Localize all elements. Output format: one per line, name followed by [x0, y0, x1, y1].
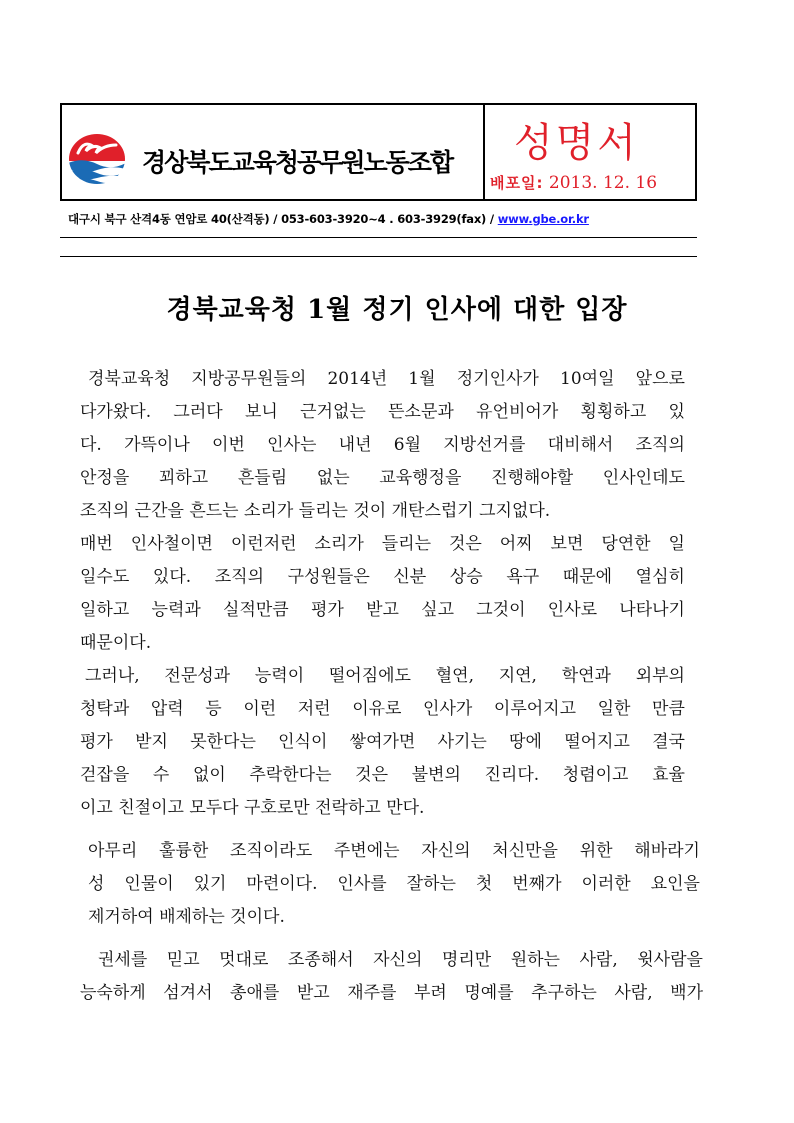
word: 명예를 [464, 983, 514, 1003]
p5-line [98, 945, 703, 970]
word: 진리다. [484, 765, 540, 785]
word: 근거없는 [300, 402, 366, 422]
word: 훌륭한 [159, 841, 209, 861]
word: 첫 [475, 874, 493, 894]
union-logo [68, 133, 126, 185]
word: 이번 [212, 435, 245, 455]
word: 10여일 [560, 369, 615, 389]
word: 이러한 [581, 874, 631, 894]
word: 떨어지고 [564, 732, 630, 752]
p2-line [80, 562, 685, 587]
release-date-label: 배포일: [490, 174, 544, 192]
word: 내년 [338, 435, 372, 455]
word: 지연, [498, 666, 537, 686]
p1-line [80, 397, 685, 422]
word: 재주를 [347, 983, 397, 1003]
p4-line: 제거하여 배제하는 것이다. [88, 907, 285, 927]
word: 있 [668, 402, 685, 422]
word: 추구하는 [531, 983, 597, 1003]
word: 있다. [152, 567, 192, 587]
word: 못한다는 [190, 732, 256, 752]
word: 사람, [614, 983, 653, 1003]
header-divider [483, 105, 485, 199]
word: 수 [152, 765, 170, 785]
word: 마련이다. [246, 874, 318, 894]
word: 가뜩이나 [124, 435, 190, 455]
word: 능력이 [254, 666, 305, 686]
word: 다가왔다. [80, 402, 152, 422]
word: 주변에는 [333, 841, 400, 861]
word: 평가 [80, 732, 113, 752]
word: 그러나, [85, 666, 140, 686]
word: 조종해서 [287, 950, 354, 970]
word: 어찌 [499, 534, 533, 554]
word: 1월 [408, 369, 436, 389]
word: 해바라기 [634, 841, 700, 861]
word: 인사로 [547, 600, 598, 620]
p1-line [80, 430, 685, 455]
word: 믿고 [166, 950, 200, 970]
word: 받고 [366, 600, 399, 620]
word: 평가 [310, 600, 344, 620]
divider-top [60, 237, 697, 238]
word: 없는 [316, 468, 350, 488]
word: 싶고 [421, 600, 455, 620]
word: 신분 [393, 567, 427, 587]
word: 사람, [579, 950, 618, 970]
p2-line: 때문이다. [80, 633, 152, 653]
word: 구성원들은 [287, 567, 370, 587]
word: 그것이 [476, 600, 526, 620]
word: 지방선거를 [443, 435, 526, 455]
word: 처신만을 [492, 841, 558, 861]
word: 교육행정을 [379, 468, 462, 488]
word: 불변의 [411, 765, 461, 785]
contact-line [68, 211, 589, 227]
divider-bottom [60, 256, 697, 257]
word: 효율 [652, 765, 685, 785]
word: 경북교육청 [88, 369, 171, 389]
word: 것은 [355, 765, 388, 785]
word: 이유로 [352, 699, 402, 719]
word: 걷잡을 [80, 765, 130, 785]
word: 멋대로 [219, 950, 269, 970]
word: 능력과 [151, 600, 201, 620]
word: 혈연, [435, 666, 474, 686]
statement-title: 경북교육청 1월 정기 인사에 대한 입장 [166, 295, 628, 325]
word: 그러다 [173, 402, 223, 422]
word: 부려 [413, 983, 447, 1003]
word: 이런저런 [230, 534, 297, 554]
word: 등 [205, 699, 222, 719]
p4-line [88, 836, 700, 861]
word: 권세를 [98, 950, 148, 970]
word: 인식이 [278, 732, 328, 752]
word: 6월 [393, 435, 422, 455]
p3-line [80, 694, 685, 719]
word: 횡횡하고 [580, 402, 647, 422]
word: 윗사람을 [637, 950, 703, 970]
word: 압력 [150, 699, 184, 719]
word: 유언비어가 [476, 402, 559, 422]
word: 원하는 [510, 950, 560, 970]
word: 받고 [296, 983, 330, 1003]
word: 사기는 [437, 732, 487, 752]
word: 인사는 [267, 435, 317, 455]
p1-line: 조직의 근간을 흔드는 소리가 들리는 것이 개탄스럽기 그지없다. [80, 501, 551, 521]
word: 성 [88, 874, 105, 894]
word: 이루어지고 [493, 699, 577, 719]
word: 뜬소문과 [388, 402, 454, 422]
word: 소리가 [314, 534, 364, 554]
word: 인사를 [337, 874, 387, 894]
word: 욕구 [506, 567, 540, 587]
word: 자신의 [373, 950, 423, 970]
word: 안정을 [80, 468, 130, 488]
p2-line [80, 529, 685, 554]
word: 흔들림 [237, 468, 288, 488]
word: 청탁과 [80, 699, 130, 719]
word: 2014년 [327, 369, 388, 389]
release-date [490, 172, 657, 193]
word: 요인을 [650, 874, 700, 894]
word: 꾀하고 [158, 468, 209, 488]
word: 조직의 [214, 567, 265, 587]
word: 섬겨서 [163, 983, 213, 1003]
word: 있기 [193, 874, 227, 894]
word: 쌓여가면 [349, 732, 416, 752]
p3-line: 이고 친절이고 모두다 구호로만 전락하고 만다. [80, 798, 425, 818]
word: 저런 [297, 699, 331, 719]
p3-line [85, 661, 685, 686]
word: 인사가 [423, 699, 473, 719]
word: 상승 [449, 567, 483, 587]
word: 아무리 [88, 841, 138, 861]
word: 총애를 [230, 983, 280, 1003]
word: 일하고 [80, 600, 130, 620]
word: 잘하는 [406, 874, 456, 894]
org-name: 경상북도교육청공무원노동조합 [142, 148, 453, 177]
word: 땅에 [509, 732, 542, 752]
word: 당연한 [601, 534, 651, 554]
word: 일수도 [80, 567, 130, 587]
word: 인사철이면 [130, 534, 213, 554]
word: 인물이 [124, 874, 174, 894]
word: 정기인사가 [456, 369, 539, 389]
contact-address: 대구시 북구 산격4동 연암로 40(산격동) / 053-603-3920~4 . 603-3929(fax) / [68, 212, 498, 226]
word: 만큼 [652, 699, 685, 719]
doc-type-title: 성명서 [514, 120, 639, 166]
word: 인사인데도 [602, 468, 685, 488]
release-date-value: 2013. 12. 16 [548, 173, 658, 193]
word: 떨어짐에도 [328, 666, 411, 686]
p2-line [80, 595, 685, 620]
word: 외부의 [635, 666, 685, 686]
word: 일한 [597, 699, 631, 719]
word: 청렴이고 [562, 765, 629, 785]
word: 전문성과 [164, 666, 231, 686]
word: 보니 [244, 402, 278, 422]
p4-line [88, 869, 700, 894]
header-box [60, 103, 697, 201]
word: 것은 [448, 534, 482, 554]
website-link[interactable]: www.gbe.or.kr [497, 212, 589, 226]
word: 학연과 [561, 666, 611, 686]
word: 앞으로 [635, 369, 685, 389]
word: 백가 [670, 983, 703, 1003]
word: 실적만큼 [223, 600, 289, 620]
word: 다. [80, 435, 102, 455]
word: 때문에 [562, 567, 613, 587]
word: 번째가 [512, 874, 562, 894]
p1-line [80, 463, 685, 488]
word: 열심히 [635, 567, 685, 587]
word: 조직의 [635, 435, 685, 455]
p3-line [80, 760, 685, 785]
word: 보면 [550, 534, 584, 554]
p3-line [80, 727, 685, 752]
word: 없이 [192, 765, 226, 785]
word: 지방공무원들의 [191, 369, 307, 389]
word: 능숙하게 [80, 983, 146, 1003]
word: 진행해야할 [491, 468, 574, 488]
word: 대비해서 [547, 435, 614, 455]
word: 들리는 [381, 534, 431, 554]
word: 매번 [80, 534, 113, 554]
word: 조직이라도 [230, 841, 313, 861]
word: 받지 [135, 732, 168, 752]
word: 추락한다는 [249, 765, 332, 785]
word: 결국 [652, 732, 685, 752]
p1-line [88, 364, 685, 389]
p5-line [80, 978, 703, 1003]
word: 자신의 [421, 841, 471, 861]
word: 일 [668, 534, 685, 554]
word: 이런 [243, 699, 277, 719]
word: 나타나기 [619, 600, 685, 620]
word: 명리만 [441, 950, 492, 970]
word: 위한 [579, 841, 613, 861]
